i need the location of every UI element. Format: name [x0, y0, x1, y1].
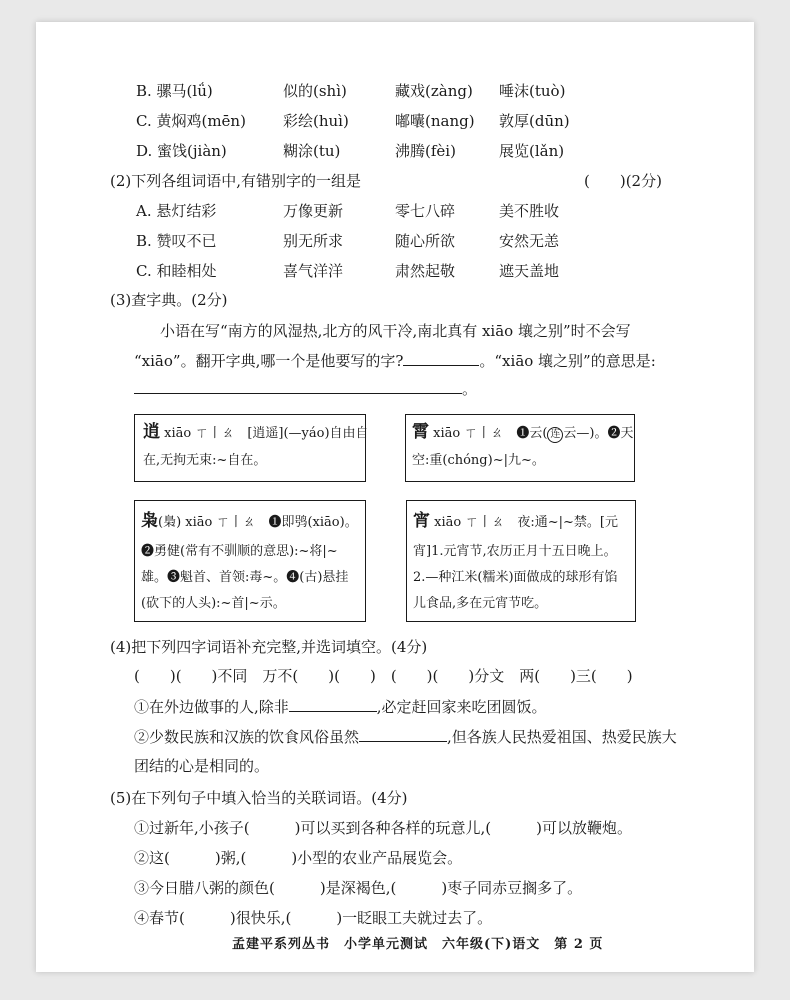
q2-c-4: 遮天盖地 [499, 262, 560, 280]
dict-headword: 枭 [141, 511, 158, 531]
q5-sentence-3[interactable]: ③今日腊八粥的颜色( )是深褐色,( )枣子同赤豆搁多了。 [134, 879, 583, 897]
q1-c-4: 敦厚(dūn) [499, 112, 570, 130]
q2-answer-blank[interactable]: ( )(2分) [584, 172, 662, 190]
q1-b-3: 藏戏(zàng) [395, 82, 473, 100]
dict-headword: 逍 [143, 422, 160, 442]
q2-b-2: 别无所求 [283, 232, 344, 250]
q3-paragraph-line2 [134, 350, 656, 371]
q2-b-3: 随心所欲 [395, 232, 456, 250]
q1-c-2: 彩绘(huì) [283, 112, 349, 130]
q4-blank-1[interactable] [289, 696, 377, 712]
q2-a-1: A. 悬灯结彩 [136, 202, 217, 220]
dict-entry-xiao-sky: 霄 xiāo ㄒ丨ㄠ ❶云( 连 云—)。❷天 空:重(chóng)~|九~。 [405, 414, 635, 482]
q3-paragraph-line1: 小语在写“南方的风湿热,北方的风干冷,南北真有 xiāo 壤之别”时不会写 [160, 322, 631, 340]
q4-sentence-2: ②少数民族和汉族的饮食风俗虽然 ,但各族人民热爱祖国、热爱民族大 [134, 728, 677, 746]
q2-c-1: C. 和睦相处 [136, 262, 217, 280]
q1-b-4: 唾沫(tuò) [499, 82, 566, 100]
dict-entry-xiao-night: 宵 xiāo ㄒ丨ㄠ 夜:通~|~禁。[元 宵]1.元宵节,农历正月十五日晚上。 2.—种江米(糯米)面做成的球形有馅 儿食品,多在元宵节吃。 [406, 500, 636, 622]
dict-headword: 霄 [412, 422, 429, 442]
page-footer: 孟建平系列丛书 小学单元测试 六年级(下)语文 第 2 页 [232, 937, 604, 952]
q1-c-3: 嘟囔(nang) [395, 112, 475, 130]
dict-entry-xiao-yao: 逍 xiāo ㄒ丨ㄠ [逍遥](—yáo)自由自 在,无拘无束:~自在。 [134, 414, 366, 482]
q4-sentence-1: ①在外边做事的人,除非 ,必定赶回家来吃团圆饭。 [134, 698, 547, 716]
q1-d-4: 展览(lǎn) [499, 142, 565, 160]
q2-b-4: 安然无恙 [499, 232, 560, 250]
q2-b-1: B. 赞叹不已 [136, 232, 217, 250]
q5-stem: (5)在下列句子中填入恰当的关联词语。(4分) [110, 789, 408, 807]
q4-blank-2[interactable] [359, 726, 447, 742]
lian-circled-icon: 连 [547, 427, 563, 443]
q2-a-3: 零七八碎 [395, 202, 456, 220]
q3-char-blank[interactable] [403, 350, 479, 366]
q3-stem: (3)查字典。(2分) [110, 291, 228, 309]
q3-meaning-blank[interactable] [134, 378, 462, 394]
q2-a-2: 万像更新 [283, 202, 344, 220]
q2-c-2: 喜气洋洋 [283, 262, 344, 280]
q2-a-4: 美不胜收 [499, 202, 560, 220]
exam-page [36, 22, 754, 972]
q1-d-2: 糊涂(tu) [283, 142, 341, 160]
q2-stem: (2)下列各组词语中,有错别字的一组是 [110, 172, 362, 190]
q4-idiom-fill[interactable]: ( )( )不同 万不( )( ) ( )( )分文 两( )三( ) [134, 667, 633, 685]
q3-meaning-prompt: 。“xiāo 壤之别”的意思是: [479, 352, 656, 370]
q1-b-1: B. 骡马(lǘ) [136, 82, 213, 100]
q5-sentence-2[interactable]: ②这( )粥,( )小型的农业产品展览会。 [134, 849, 463, 867]
q1-b-2: 似的(shì) [283, 82, 347, 100]
q5-sentence-4[interactable]: ④春节( )很快乐,( )一眨眼工夫就过去了。 [134, 909, 493, 927]
q1-c-1: C. 黄焖鸡(mēn) [136, 112, 246, 130]
q4-stem: (4)把下列四字词语补充完整,并选词填空。(4分) [110, 638, 428, 656]
q2-c-3: 肃然起敬 [395, 262, 456, 280]
q1-d-1: D. 蜜饯(jiàn) [136, 142, 227, 160]
q3-question-text: “xiāo”。翻开字典,哪一个是他要写的字? [134, 352, 404, 370]
q5-sentence-1[interactable]: ①过新年,小孩子( )可以买到各种各样的玩意儿,( )可以放鞭炮。 [134, 819, 632, 837]
dict-entry-xiao-owl: 枭(梟) xiāo ㄒ丨ㄠ ❶即鸮(xiāo)。 ❷勇健(常有不驯顺的意思):~将|~ 雄。❸魁首、首领:毒~。❹(古)悬挂 (砍下的人头):~首|~示。 [134, 500, 366, 622]
dict-headword: 宵 [413, 511, 430, 531]
q4-sentence-2-cont: 团结的心是相同的。 [134, 757, 270, 775]
q1-d-3: 沸腾(fèi) [395, 142, 456, 160]
q3-answer-line: 。 [134, 378, 477, 399]
